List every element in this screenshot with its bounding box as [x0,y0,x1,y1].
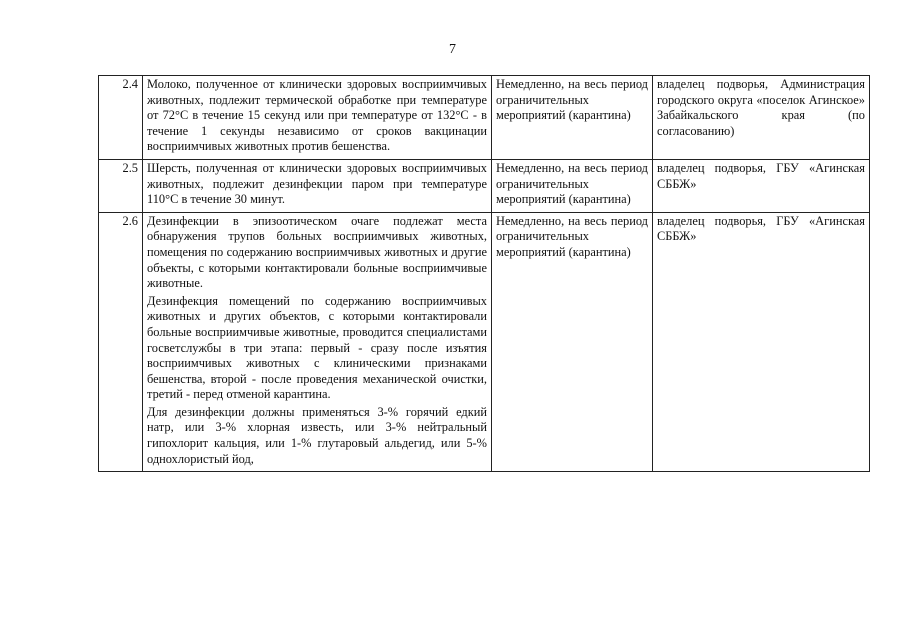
term-cell: Немедленно, на весь период ограничительных мероприятий (карантина) [492,159,653,212]
table-row [99,159,870,212]
term-cell: Немедленно, на весь период ограничительных мероприятий (карантина) [492,212,653,472]
measure-paragraph: Для дезинфекции должны применяться 3-% горячий едкий натр, или 3-% хлорная известь, или 3-% нейтральный гипохлорит кальция, или 1-% глутаровый альдегид, или 5-% однохлористый йод, [147,404,487,466]
measure-cell [143,76,492,160]
measure-paragraph: Дезинфекция помещений по содержанию восприимчивых животных и других объектов, с которыми контактировали больные восприимчивые животные, проводится специалистами госветслужбы в три этапа: первый - сразу после изъятия восприимчивых животных с клиническими признаками бешенства, второй - после проведения механической очистки, третий - перед отменой карантина. [147,293,487,402]
table-row [99,212,870,472]
responsible-cell: владелец подворья, ГБУ «Агинская СББЖ» [653,159,870,212]
responsible-cell: владелец подворья, Администрация городского округа «поселок Агинское» Забайкальского края (по согласованию) [653,76,870,160]
measures-table [98,75,870,472]
measure-paragraph: Шерсть, полученная от клинически здоровых восприимчивых животных, подлежит дезинфекции паром при температуре 110°С в течение 30 минут. [147,160,487,207]
measure-cell [143,212,492,472]
measure-cell [143,159,492,212]
measure-paragraph: Дезинфекции в эпизоотическом очаге подлежат места обнаружения трупов больных восприимчивых животных, помещения по содержанию восприимчивых животных и другие объекты, с которыми контактировали больные восприимчивые животные. [147,213,487,291]
page-number: 7 [449,42,456,57]
term-cell: Немедленно, на весь период ограничительных мероприятий (карантина) [492,76,653,160]
row-number: 2.5 [99,159,143,212]
responsible-cell: владелец подворья, ГБУ «Агинская СББЖ» [653,212,870,472]
row-number: 2.6 [99,212,143,472]
measure-paragraph: Молоко, полученное от клинически здоровых восприимчивых животных, подлежит термической обработке при температуре от 72°С в течение 15 секунд или при температуре от 132°С - в течение 1 секунды независимо от сроков вакцинации восприимчивых животных против бешенства. [147,77,487,154]
row-number: 2.4 [99,76,143,160]
table-row [99,76,870,160]
